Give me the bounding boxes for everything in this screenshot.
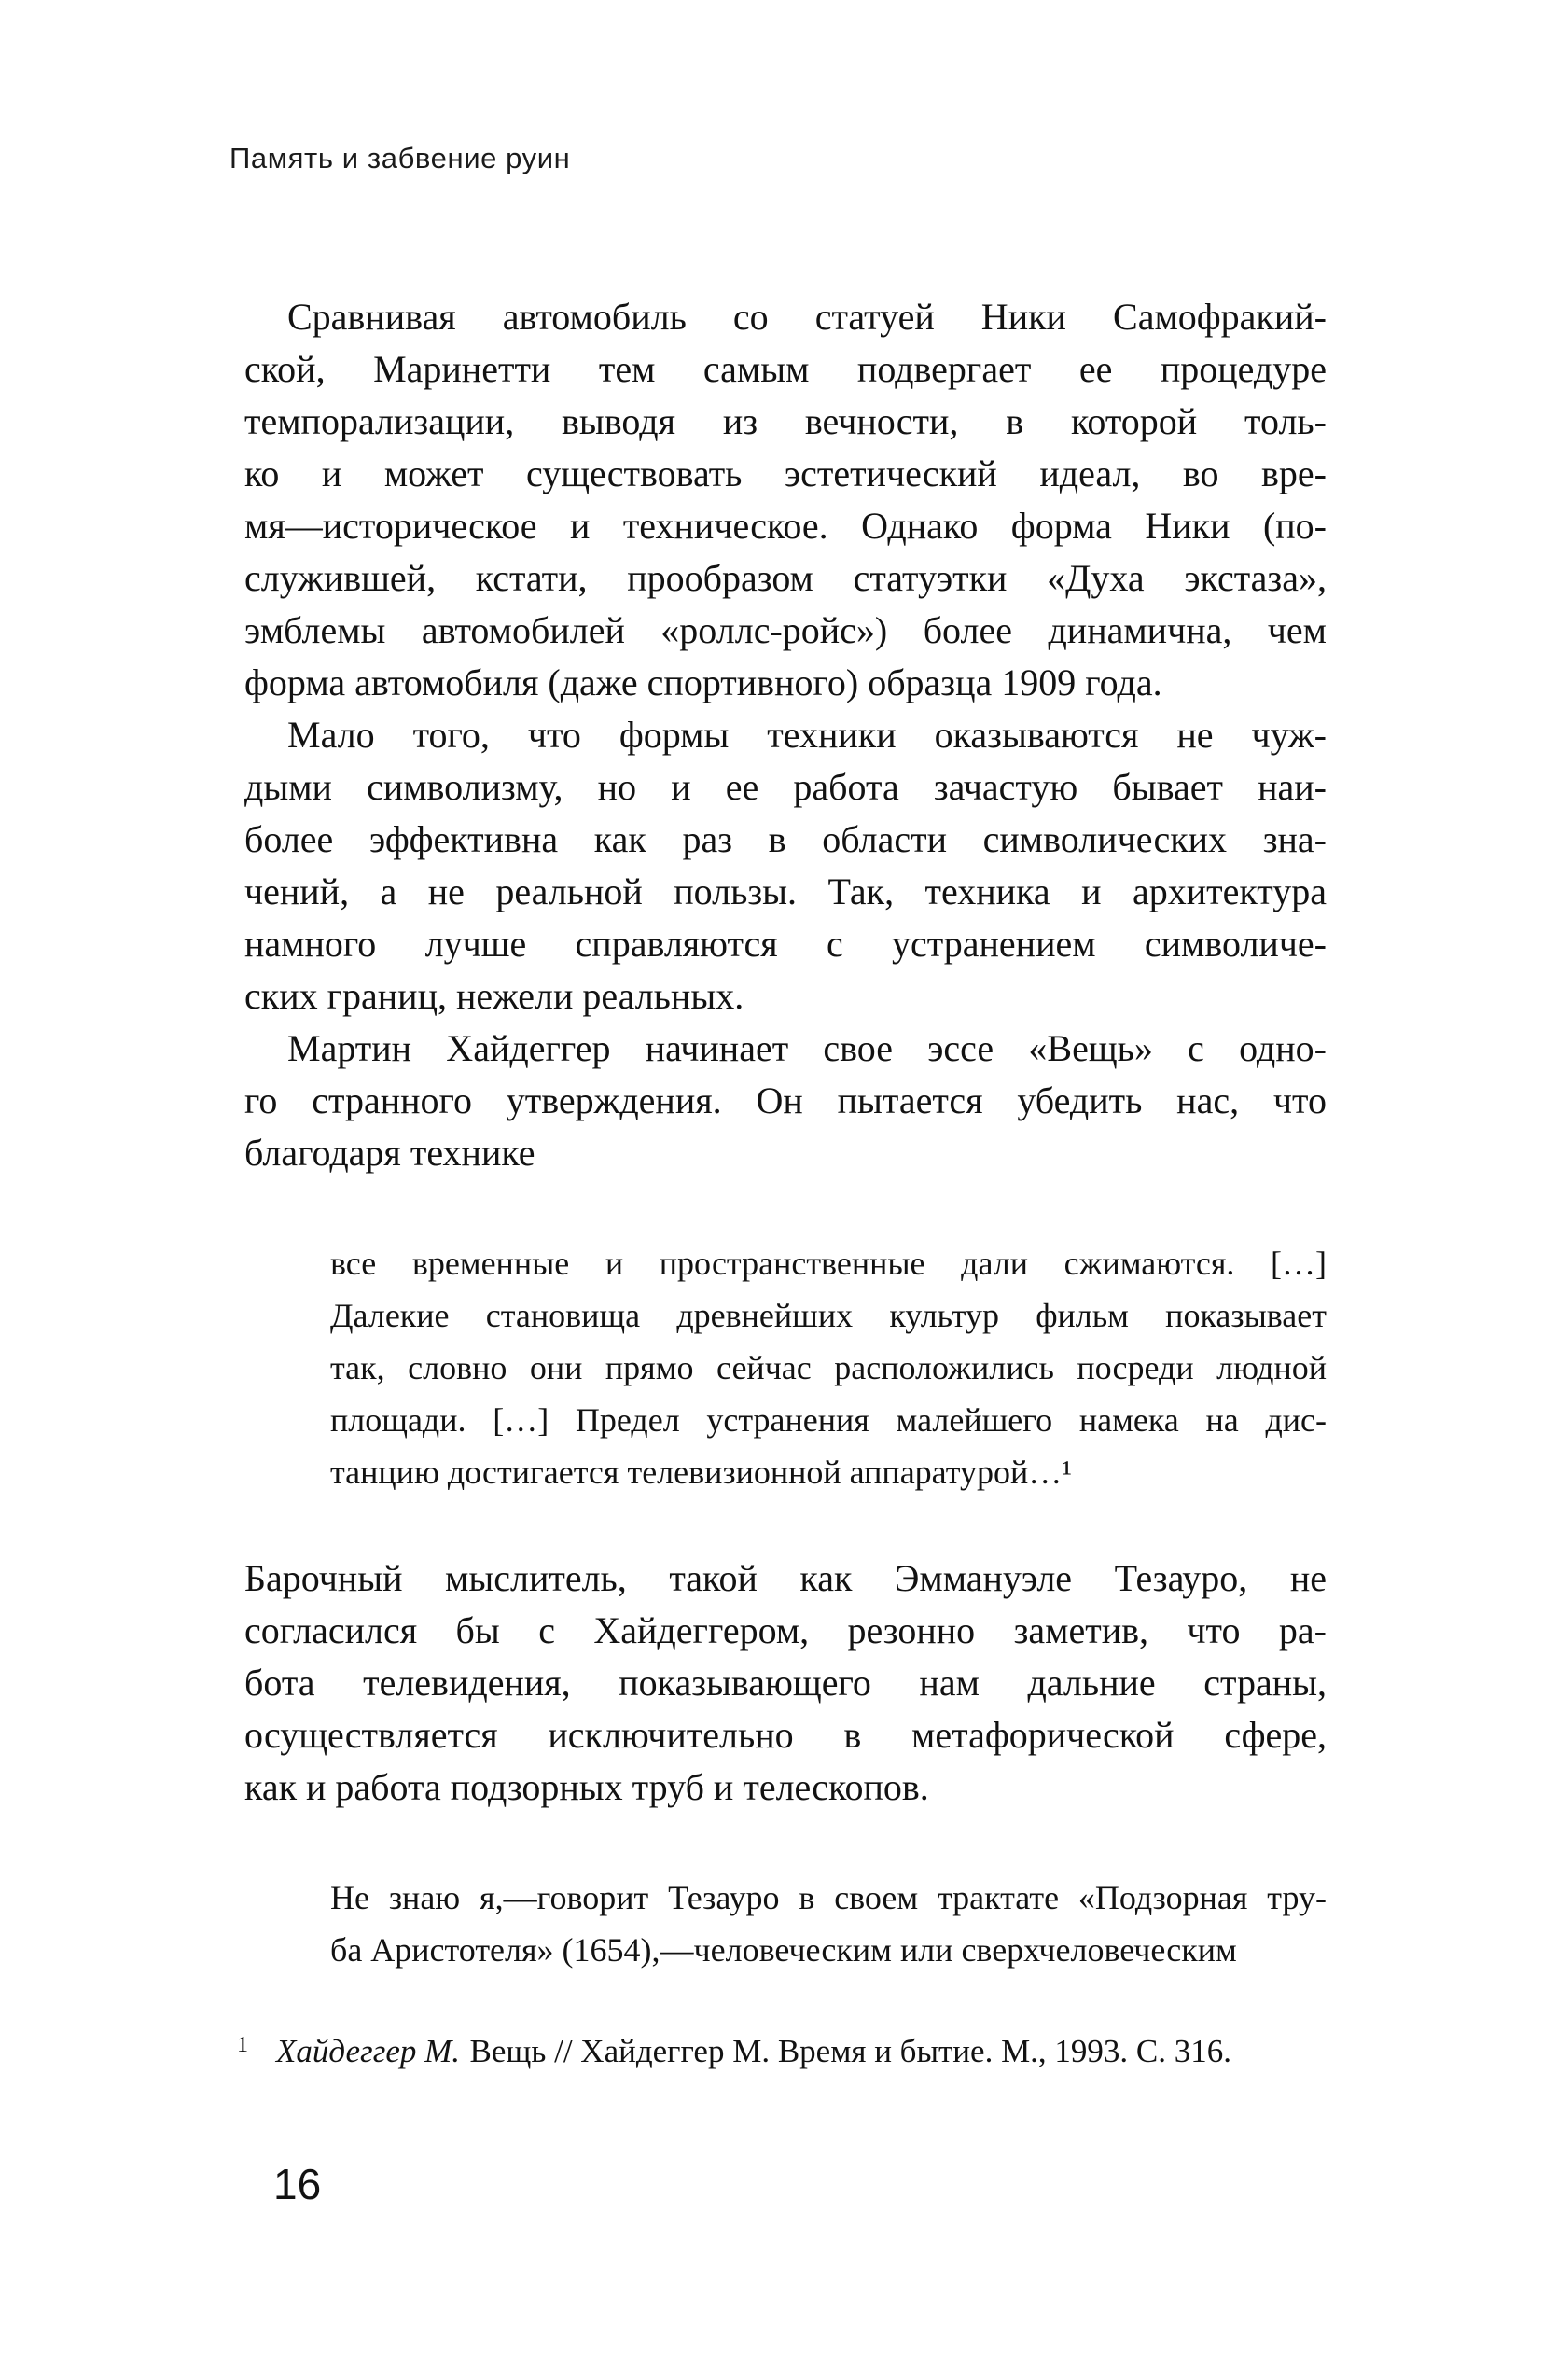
text-line: темпорализации, выводя из вечности, в которой толь-: [244, 400, 1327, 442]
text-line: намного лучше справляются с устранением символиче-: [244, 923, 1327, 965]
text-line: ба Аристотеля» (1654),—человеческим или сверхчеловеческим: [330, 1931, 1237, 1969]
running-head: Память и забвение руин: [229, 142, 571, 174]
footnote-text: [276, 2033, 1231, 2069]
text-line: Не знаю я,—говорит Тезауро в своем трактате «Подзорная тру-: [330, 1879, 1327, 1916]
text-line: ских границ, нежели реальных.: [244, 975, 744, 1017]
page-number: 16: [273, 2160, 322, 2208]
footnote-marker: 1: [237, 2033, 248, 2057]
text-line: мя—историческое и техническое. Однако форма Ники (по-: [244, 505, 1327, 547]
text-line: как и работа подзорных труб и телескопов.: [244, 1766, 929, 1808]
text-line: площади. […] Предел устранения малейшего намека на дис-: [330, 1401, 1327, 1439]
text-line: так, словно они прямо сейчас расположились посреди людной: [330, 1349, 1327, 1386]
paragraph: [244, 709, 1327, 1023]
text-line: Мартин Хайдеггер начинает свое эссе «Вещь» с одно-: [287, 1027, 1327, 1069]
text-line: Барочный мыслитель, такой как Эммануэле Тезауро, не: [244, 1557, 1327, 1599]
footnote-body: Вещь // Хайдеггер М. Время и бытие. М., 1993. С. 316.: [469, 2033, 1232, 2069]
text-flow: [244, 291, 1327, 2030]
paragraph: [244, 1023, 1327, 1179]
text-line: благодаря технике: [244, 1132, 535, 1174]
text-line: Сравнивая автомобиль со статуей Ники Самофракий-: [287, 296, 1327, 338]
text-line: чений, а не реальной пользы. Так, техника и архитектура: [244, 870, 1327, 912]
text-line: Мало того, что формы техники оказываются не чуж-: [287, 714, 1327, 756]
text-line: го странного утверждения. Он пытается убедить нас, что: [244, 1079, 1327, 1121]
block-quote: [330, 1872, 1327, 1976]
paragraph: [244, 1552, 1327, 1814]
paragraph: [244, 291, 1327, 709]
text-line: танцию достигается телевизионной аппаратурой…¹: [330, 1454, 1073, 1491]
text-line: согласился бы с Хайдеггером, резонно заметив, что ра-: [244, 1609, 1327, 1651]
text-line: бота телевидения, показывающего нам дальние страны,: [244, 1662, 1327, 1704]
text-line: более эффективна как раз в области символических зна-: [244, 818, 1327, 860]
block-quote: [330, 1237, 1327, 1498]
text-line: ко и может существовать эстетический идеал, во вре-: [244, 452, 1327, 494]
text-line: форма автомобиля (даже спортивного) образца 1909 года.: [244, 661, 1162, 703]
text-line: осуществляется исключительно в метафорической сфере,: [244, 1714, 1327, 1756]
text-line: все временные и пространственные дали сжимаются. […]: [330, 1245, 1327, 1282]
footnote: [237, 2030, 1338, 2077]
text-line: ской, Маринетти тем самым подвергает ее процедуре: [244, 348, 1327, 390]
text-line: служившей, кстати, прообразом статуэтки «Духа экстаза»,: [244, 557, 1327, 599]
text-line: Далекие становища древнейших культур фильм показывает: [330, 1297, 1327, 1334]
text-line: дыми символизму, но и ее работа зачастую бывает наи-: [244, 766, 1327, 808]
text-line: эмблемы автомобилей «роллс-ройс») более динамична, чем: [244, 609, 1327, 651]
footnote-author: Хайдеггер М.: [276, 2033, 461, 2069]
